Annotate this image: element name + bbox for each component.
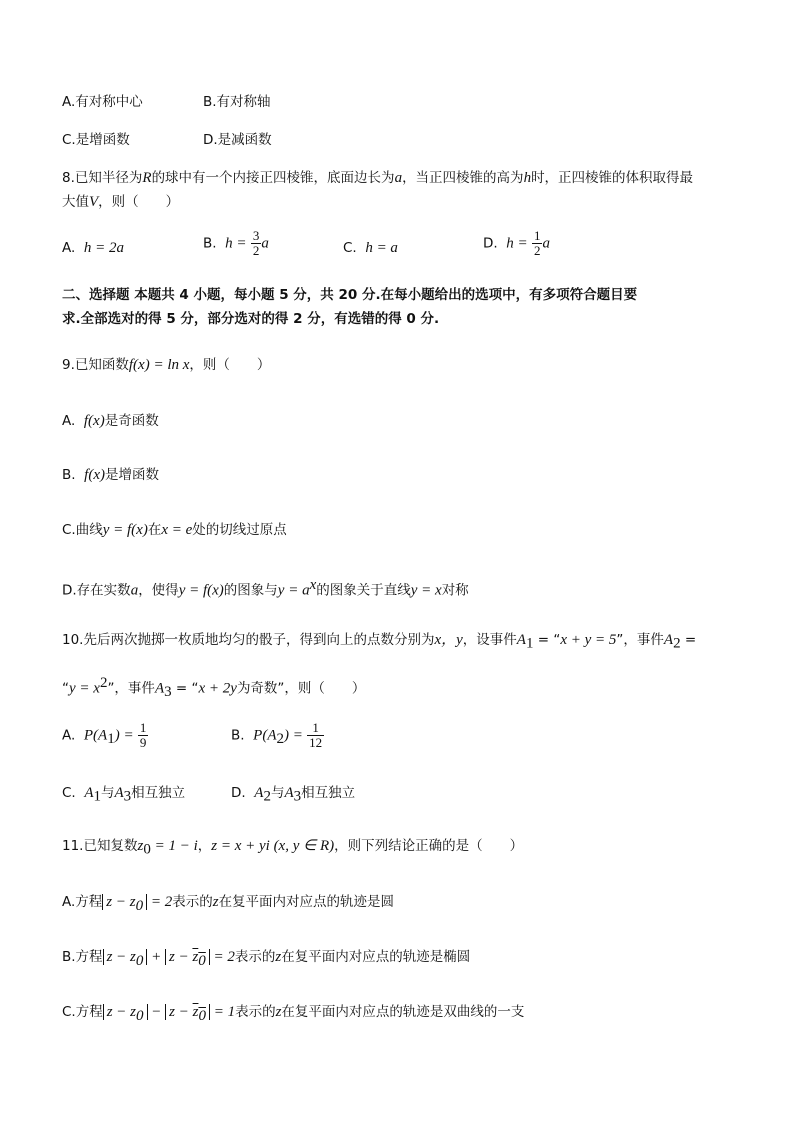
q10-option-b: B. $P(A_2)$ = $\frac{1}{12}$ xyxy=(231,720,323,750)
q11-option-c: C.方程 $z - z_0 - z - z_0 = 1$表示的z在复平面内对应点的轨迹是双曲线的一支 xyxy=(62,1004,525,1024)
q10-stem-line2: “$y = x^2$”，事件$A_3$ = “x + 2y为奇数”，则（ ） xyxy=(62,675,366,701)
q9-option-a: A. f(x)是奇函数 xyxy=(62,413,159,429)
q9-option-d: D.存在实数a，使得y = f(x)的图象与$y = a^x$的图象关于直线y = x对称 xyxy=(62,577,469,599)
q8-option-d: D. h = $\frac{1}{2}$ a xyxy=(483,228,550,258)
q8-d-fraction: $\frac{1}{2}$ xyxy=(533,228,541,258)
q11-c-abs2: $z - z_0$ xyxy=(165,1004,210,1020)
q11-a-abs: $z - z_0$ xyxy=(102,894,147,910)
q11-option-b: B.方程 $z - z_0 + z - z_0 = 2$表示的z在复平面内对应点的轨迹是椭圆 xyxy=(62,949,471,969)
q10-option-c: C. $A_1$与$A_3$相互独立 xyxy=(62,785,186,805)
q7-option-a: A.有对称中心 xyxy=(62,94,143,110)
q8-b-fraction: $\frac{3}{2}$ xyxy=(252,228,260,258)
q7-option-c: C.是增函数 xyxy=(62,132,130,148)
q10-b-fraction: $\frac{1}{12}$ xyxy=(309,720,323,750)
q11-b-abs2: $z - z_0$ xyxy=(165,949,210,965)
q8-option-c: C. h = a xyxy=(343,240,398,256)
q10-a-fraction: $\frac{1}{9}$ xyxy=(139,720,147,750)
q7-option-b: B.有对称轴 xyxy=(203,94,271,110)
section2-heading-line2: 求.全部选对的得 5 分，部分选对的得 2 分，有选错的得 0 分. xyxy=(62,311,440,327)
q11-stem: 11.已知复数$z_0 = 1 - i$，z = x + yi (x, y ∈ R)，则下列结论正确的是（ ） xyxy=(62,838,524,858)
q8-stem-line1: 8.已知半径为R的球中有一个内接正四棱锥，底面边长为a，当正四棱锥的高为h时，正四棱锥的体积取得最 xyxy=(62,170,694,186)
q10-option-d: D. $A_2$与$A_3$相互独立 xyxy=(231,785,356,805)
q11-c-abs1: $z - z_0$ xyxy=(103,1004,148,1020)
q10-option-a: A. $P(A_1)$ = $\frac{1}{9}$ xyxy=(62,720,147,750)
q11-option-a: A.方程 $z - z_0 = 2$表示的z在复平面内对应点的轨迹是圆 xyxy=(62,894,395,914)
q9-stem: 9.已知函数f(x) = ln x，则（ ） xyxy=(62,357,271,373)
q10-stem-line1: 10.先后两次抛掷一枚质地均匀的骰子，得到向上的点数分别为x，y，设事件$A_1$ = “x + y = 5”，事件$A_2$ = xyxy=(62,632,697,652)
q8-stem-line2: 大值V，则（ ） xyxy=(62,194,180,210)
q7-option-d: D.是减函数 xyxy=(203,132,272,148)
q9-option-c: C.曲线y = f(x)在x = e处的切线过原点 xyxy=(62,522,287,538)
q9-option-b: B. f(x)是增函数 xyxy=(62,467,159,483)
q11-b-abs1: $z - z_0$ xyxy=(103,949,148,965)
q8-option-a: A. h = 2a xyxy=(62,240,125,256)
section2-heading-line1: 二、选择题 本题共 4 小题，每小题 5 分，共 20 分.在每小题给出的选项中，有多项符合题目要 xyxy=(62,287,638,303)
q8-option-b: B. h = $\frac{3}{2}$ a xyxy=(203,228,269,258)
